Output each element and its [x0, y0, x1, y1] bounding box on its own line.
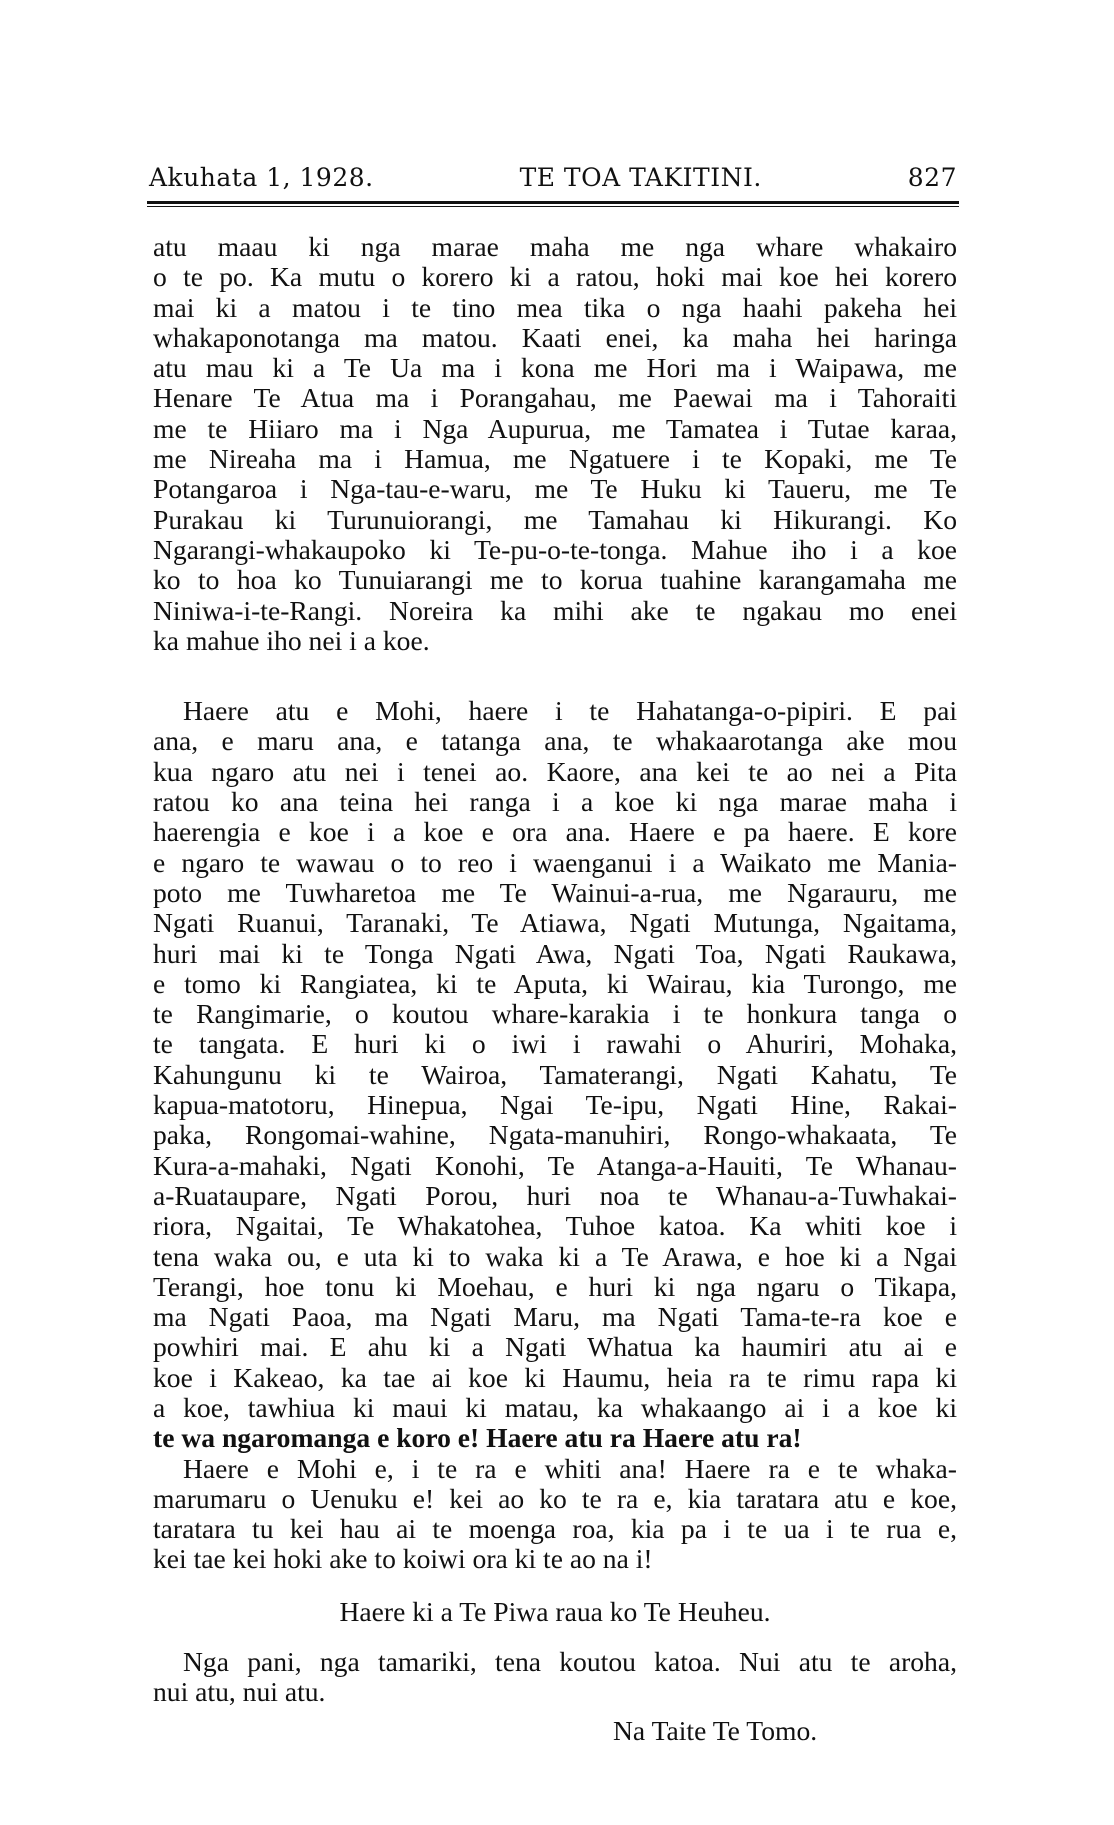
paragraph-1 — [153, 232, 957, 656]
header-rule-thin — [147, 206, 959, 207]
text-line: powhiri mai. E ahu ki a Ngati Whatua ka haumiri atu ai e — [153, 1331, 957, 1363]
text-line: atu maau ki nga marae maha me nga whare whakairo — [153, 231, 957, 262]
text-line: e ngaro te wawau o to reo i waenganui i a Waikato me Mania- — [153, 846, 957, 878]
farewell-line: Haere ki a Te Piwa raua ko Te Heuheu. — [339, 1595, 771, 1627]
text-line: Niniwa-i-te-Rangi. Noreira ka mihi ake te ngakau mo enei — [153, 594, 957, 626]
text-line: ma Ngati Paoa, ma Ngati Maru, ma Ngati Tama-te-ra koe e — [153, 1301, 957, 1333]
text-line: Kura-a-mahaki, Ngati Konohi, Te Atanga-a-Hauiti, Te Whanau- — [153, 1149, 957, 1181]
text-line: te wa ngaromanga e koro e! Haere atu ra Haere atu ra! — [153, 1422, 802, 1454]
text-line: marumaru o Uenuku e! kei ao ko te ra e, kia taratara atu e koe, — [153, 1482, 957, 1514]
article-body — [153, 232, 957, 1746]
text-line: kapua-matotoru, Hinepua, Ngai Te-ipu, Ngati Hine, Rakai- — [153, 1089, 957, 1121]
text-line: Kahungunu ki te Wairoa, Tamaterangi, Ngati Kahatu, Te — [153, 1058, 957, 1090]
text-line: poto me Tuwharetoa me Te Wainui-a-rua, me Ngarauru, me — [153, 876, 957, 908]
page-number: 827 — [907, 163, 957, 192]
text-line: Terangi, hoe tonu ki Moehau, e huri ki nga ngaru o Tikapa, — [153, 1270, 957, 1302]
header-rule — [147, 201, 959, 204]
text-line: ana, e maru ana, e tatanga ana, te whakaarotanga ake mou — [153, 725, 957, 757]
text-line: kei tae kei hoki ake to koiwi ora ki te ao na i! — [153, 1543, 653, 1575]
text-line: a-Ruataupare, Ngati Porou, huri noa te Whanau-a-Tuwhakai- — [153, 1179, 957, 1211]
text-line: huri mai ki te Tonga Ngati Awa, Ngati Toa, Ngati Raukawa, — [153, 937, 957, 969]
text-line: te Rangimarie, o koutou whare-karakia i te honkura tanga o — [153, 998, 957, 1030]
text-line: whakaponotanga ma matou. Kaati enei, ka maha hei haringa — [153, 321, 957, 353]
text-line: Nga pani, nga tamariki, tena koutou katoa. Nui atu te aroha, — [183, 1646, 957, 1678]
text-line: Haere e Mohi e, i te ra e whiti ana! Haere ra e te whaka- — [183, 1452, 957, 1484]
paragraph-2 — [153, 696, 957, 1453]
text-line: paka, Rongomai-wahine, Ngata-manuhiri, Rongo-whakaata, Te — [153, 1119, 957, 1151]
issue-date: Akuhata 1, 1928. — [149, 163, 374, 192]
text-line: ratou ko ana teina hei ranga i a koe ki nga marae maha i — [153, 786, 957, 818]
text-line: taratara tu kei hau ai te moenga roa, kia pa i te ua i te rua e, — [153, 1513, 957, 1545]
text-line: nui atu, nui atu. — [153, 1676, 326, 1708]
text-line: mai ki a matou i te tino mea tika o nga haahi pakeha hei — [153, 291, 957, 323]
text-line: riora, Ngaitai, Te Whakatohea, Tuhoe katoa. Ka whiti koe i — [153, 1210, 957, 1242]
text-line: Henare Te Atua ma i Porangahau, me Paewai ma i Tahoraiti — [153, 382, 957, 414]
text-line: Potangaroa i Nga-tau-e-waru, me Te Huku ki Taueru, me Te — [153, 473, 957, 505]
text-line: tena waka ou, e uta ki to waka ki a Te Arawa, e hoe ki a Ngai — [153, 1240, 957, 1272]
page-header — [149, 163, 957, 203]
text-line: ko to hoa ko Tunuiarangi me to korua tuahine karangamaha me — [153, 564, 957, 596]
text-line: Purakau ki Turunuiorangi, me Tamahau ki Hikurangi. Ko — [153, 503, 957, 535]
journal-title: TE TOA TAKITINI. — [519, 163, 762, 192]
signature: Na Taite Te Tomo. — [613, 1714, 818, 1746]
text-line: Ngati Ruanui, Taranaki, Te Atiawa, Ngati Mutunga, Ngaitama, — [153, 907, 957, 939]
text-line: atu mau ki a Te Ua ma i kona me Hori ma i Waipawa, me — [153, 352, 957, 384]
text-line: ka mahue iho nei i a koe. — [153, 624, 430, 656]
text-line: me te Hiiaro ma i Nga Aupurua, me Tamatea i Tutae karaa, — [153, 412, 957, 444]
text-line: e tomo ki Rangiatea, ki te Aputa, ki Wairau, kia Turongo, me — [153, 967, 957, 999]
text-line: kua ngaro atu nei i tenei ao. Kaore, ana kei te ao nei a Pita — [153, 755, 957, 787]
text-line: te tangata. E huri ki o iwi i rawahi o Ahuriri, Mohaka, — [153, 1028, 957, 1060]
text-line: a koe, tawhiua ki maui ki matau, ka whakaango ai i a koe ki — [153, 1391, 957, 1423]
text-line: haerengia e koe i a koe e ora ana. Haere e pa haere. E kore — [153, 816, 957, 848]
text-line: Ngarangi-whakaupoko ki Te-pu-o-te-tonga. Mahue iho i a koe — [153, 533, 957, 565]
text-line: koe i Kakeao, ka tae ai koe ki Haumu, heia ra te rimu rapa ki — [153, 1361, 957, 1393]
text-line: me Nireaha ma i Hamua, me Ngatuere i te Kopaki, me Te — [153, 443, 957, 475]
paragraph-4 — [153, 1647, 957, 1708]
paragraph-3 — [153, 1454, 957, 1575]
text-line: o te po. Ka mutu o korero ki a ratou, hoki mai koe hei korero — [153, 261, 957, 293]
text-line: Haere atu e Mohi, haere i te Hahatanga-o-pipiri. E pai — [183, 695, 957, 727]
